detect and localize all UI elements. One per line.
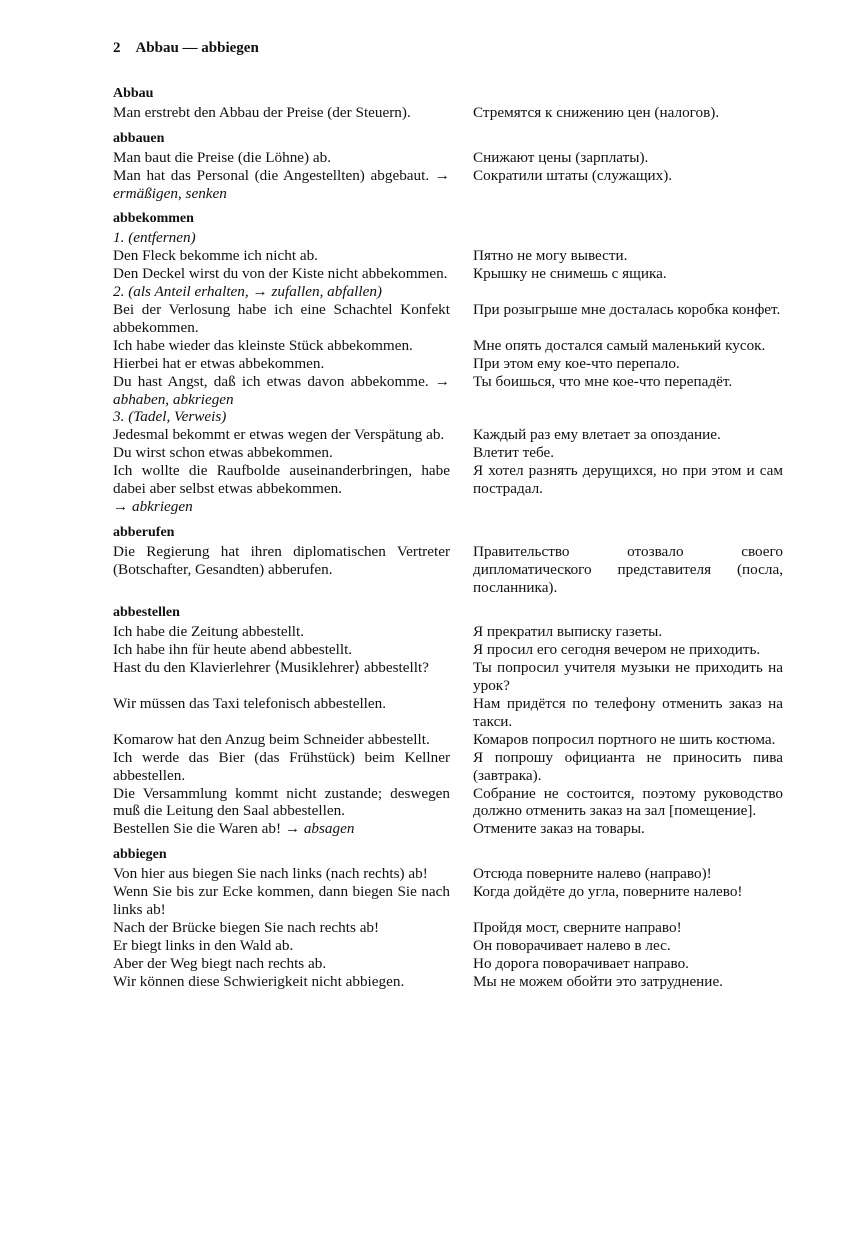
german-text: Du hast Angst, daß ich etwas davon abbekomme. (113, 372, 429, 390)
dictionary-entry (113, 846, 783, 990)
sense-label: 3. (Tadel, Verweis) (113, 408, 227, 426)
german-example (113, 337, 450, 355)
russian-translation: Стремятся к снижению цен (налогов). (473, 103, 720, 121)
russian-translation: Я попрошу официанта не приносить пива (завтрака). (473, 748, 783, 784)
german-text: Die Regierung hat ihren diplomatischen Vertreter (Botschafter, Gesandten) abberufen. (113, 542, 450, 578)
german-example (113, 355, 450, 373)
example-row (113, 373, 783, 409)
german-text: Hast du den Klavierlehrer ⟨Musiklehrer⟩ abbestellt? (113, 659, 429, 677)
russian-translation: Мне опять достался самый маленький кусок. (473, 336, 766, 354)
german-text: Hierbei hat er etwas abbekommen. (113, 354, 325, 372)
dictionary-entry (113, 524, 783, 597)
sense-label: 1. (entfernen) (113, 229, 196, 247)
german-example (113, 426, 450, 444)
cross-reference: absagen (303, 820, 355, 838)
russian-translation: Отсюда поверните налево (направо)! (473, 865, 712, 883)
german-example (113, 749, 450, 785)
german-example (113, 104, 450, 122)
german-text: Die Versammlung kommt nicht zustande; deswegen muß die Leitung den Saal abbestellen. (113, 784, 450, 820)
example-row (113, 785, 783, 821)
dictionary-content (113, 85, 783, 999)
german-text: Nach der Brücke biegen Sie nach rechts ab! (113, 918, 380, 936)
russian-translation: Каждый раз ему влетает за опоздание. (473, 426, 721, 444)
example-row (113, 731, 783, 749)
russian-translation: Он поворачивает налево в лес. (473, 936, 671, 954)
headword: abberufen (113, 524, 175, 540)
example-row (113, 265, 783, 283)
german-text: Wenn Sie bis zur Ecke kommen, dann biegen Sie nach links ab! (113, 883, 450, 918)
russian-translation: Отмените заказ на товары. (473, 820, 645, 838)
russian-translation: Собрание не состоится, поэтому руководство должно отменить заказ на зал [помещение]. (473, 784, 783, 820)
russian-translation: Сократили штаты (служащих). (473, 166, 673, 184)
russian-translation: При розыгрыше мне досталась коробка конфет. (473, 300, 781, 318)
german-example (113, 149, 450, 167)
german-text: Ich habe wieder das kleinste Stück abbekommen. (113, 336, 413, 354)
german-example (113, 973, 450, 991)
german-text: Bei der Verlosung habe ich eine Schachtel Konfekt abbekommen. (113, 300, 450, 336)
german-example (113, 865, 450, 883)
russian-translation: Я просил его сегодня вечером не приходить. (473, 641, 761, 659)
cross-reference: ermäßigen, senken (113, 184, 227, 202)
example-row (113, 973, 783, 991)
example-row (113, 543, 783, 597)
dictionary-entry (113, 130, 783, 203)
cross-reference: abhaben, abkriegen (113, 390, 234, 408)
headword: abbekommen (113, 211, 194, 227)
russian-translation: Пятно не могу вывести. (473, 247, 628, 265)
example-row (113, 426, 783, 444)
example-row (113, 104, 783, 122)
german-example (113, 785, 450, 821)
german-example (113, 731, 450, 749)
sense-label: 2. (als Anteil erhalten, → zufallen, abfallen) (113, 283, 382, 301)
dictionary-entry (113, 85, 783, 122)
russian-translation: Пройдя мост, сверните направо! (473, 918, 682, 936)
example-row (113, 883, 783, 919)
german-example (113, 641, 450, 659)
russian-translation: Нам придётся по телефону отменить заказ на такси. (473, 695, 783, 730)
german-example (113, 955, 450, 973)
headword: abbiegen (113, 847, 167, 863)
german-example: Bestellen Sie die Waren ab! → absagen (113, 820, 355, 838)
headword: abbestellen (113, 605, 180, 621)
german-example (113, 695, 450, 731)
running-title: Abbau — abbiegen (135, 40, 259, 56)
german-text: Komarow hat den Anzug beim Schneider abbestellt. (113, 730, 430, 748)
example-row (113, 149, 783, 167)
german-text: Ich habe ihn für heute abend abbestellt. (113, 641, 353, 659)
example-row (113, 695, 783, 731)
german-text: Man baut die Preise (die Löhne) ab. (113, 148, 332, 166)
example-row (113, 462, 783, 516)
german-text: Wir müssen das Taxi telefonisch abbestellen. (113, 695, 387, 712)
german-example (113, 265, 450, 283)
german-text: Du wirst schon etwas abbekommen. (113, 444, 333, 462)
example-row (113, 659, 783, 695)
russian-translation: Комаров попросил портного не шить костюма. (473, 730, 776, 748)
german-example (113, 659, 450, 695)
example-row (113, 301, 783, 337)
german-text: Bestellen Sie die Waren ab! (113, 820, 282, 838)
russian-translation: Я прекратил выписку газеты. (473, 623, 663, 641)
example-row (113, 641, 783, 659)
german-example (113, 301, 450, 337)
german-example (113, 919, 450, 937)
russian-translation: Ты попросил учителя музыки не приходить на урок? (473, 659, 783, 695)
german-text: Man hat das Personal (die Angestellten) abgebaut. (113, 166, 430, 184)
german-text: Von hier aus biegen Sie nach links (nach rechts) ab! (113, 865, 428, 883)
german-example (113, 543, 450, 597)
german-text: Den Deckel wirst du von der Kiste nicht abbekommen. (113, 265, 448, 283)
cross-reference: abkriegen (131, 497, 193, 515)
example-row (113, 444, 783, 462)
german-example: Man hat das Personal (die Angestellten) abgebaut. → ermäßigen, senken (113, 166, 450, 202)
russian-translation: При этом ему кое-что перепало. (473, 354, 680, 372)
german-example (113, 623, 450, 641)
russian-translation: Когда дойдёте до угла, поверните налево! (473, 883, 743, 901)
german-text: Jedesmal bekommt er etwas wegen der Verspätung ab. (113, 426, 445, 444)
german-text: Den Fleck bekomme ich nicht ab. (113, 247, 318, 265)
example-row (113, 865, 783, 883)
russian-translation: Ты боишься, что мне кое-что перепадёт. (473, 372, 733, 390)
german-text: Ich habe die Zeitung abbestellt. (113, 623, 305, 641)
german-example (113, 247, 450, 265)
dictionary-entry (113, 604, 783, 838)
german-text: Wir können diese Schwierigkeit nicht abbiegen. (113, 972, 405, 990)
russian-translation: Но дорога поворачивает направо. (473, 954, 689, 972)
russian-translation: Снижают цены (зарплаты). (473, 148, 649, 166)
headword: abbauen (113, 130, 165, 146)
example-row (113, 749, 783, 785)
german-text: Ich werde das Bier (das Frühstück) beim Kellner abbestellen. (113, 748, 450, 784)
dictionary-entry (113, 210, 783, 515)
german-text: Man erstrebt den Abbau der Preise (der Steuern). (113, 103, 411, 121)
example-row (113, 355, 783, 373)
example-row (113, 247, 783, 265)
russian-translation: Я хотел разнять дерущихся, но при этом и сам пострадал. (473, 462, 783, 498)
german-example (113, 883, 450, 919)
example-row (113, 919, 783, 937)
german-example (113, 937, 450, 955)
german-text: Ich wollte die Raufbolde auseinanderbringen, habe dabei aber selbst etwas abbekommen. (113, 462, 450, 498)
headword: Abbau (113, 86, 154, 101)
german-example: Ich wollte die Raufbolde auseinanderbringen, habe dabei aber selbst etwas abbekommen. → abkriegen (113, 462, 450, 515)
example-row (113, 820, 783, 838)
page-number: 2 (113, 40, 121, 56)
russian-translation: Влетит тебе. (473, 444, 555, 462)
german-example (113, 444, 450, 462)
russian-translation: Крышку не снимешь с ящика. (473, 265, 667, 283)
example-row (113, 167, 783, 203)
russian-translation: Правительство отозвало своего дипломатического представителя (посла, посланника). (473, 542, 783, 596)
russian-translation: Мы не можем обойти это затруднение. (473, 972, 723, 990)
german-text: Aber der Weg biegt nach rechts ab. (113, 954, 327, 972)
example-row (113, 937, 783, 955)
example-row (113, 623, 783, 641)
german-text: Er biegt links in den Wald ab. (113, 936, 294, 954)
page-header (113, 40, 259, 57)
example-row (113, 337, 783, 355)
german-example: Du hast Angst, daß ich etwas davon abbekomme. → abhaben, abkriegen (113, 372, 450, 408)
example-row (113, 955, 783, 973)
